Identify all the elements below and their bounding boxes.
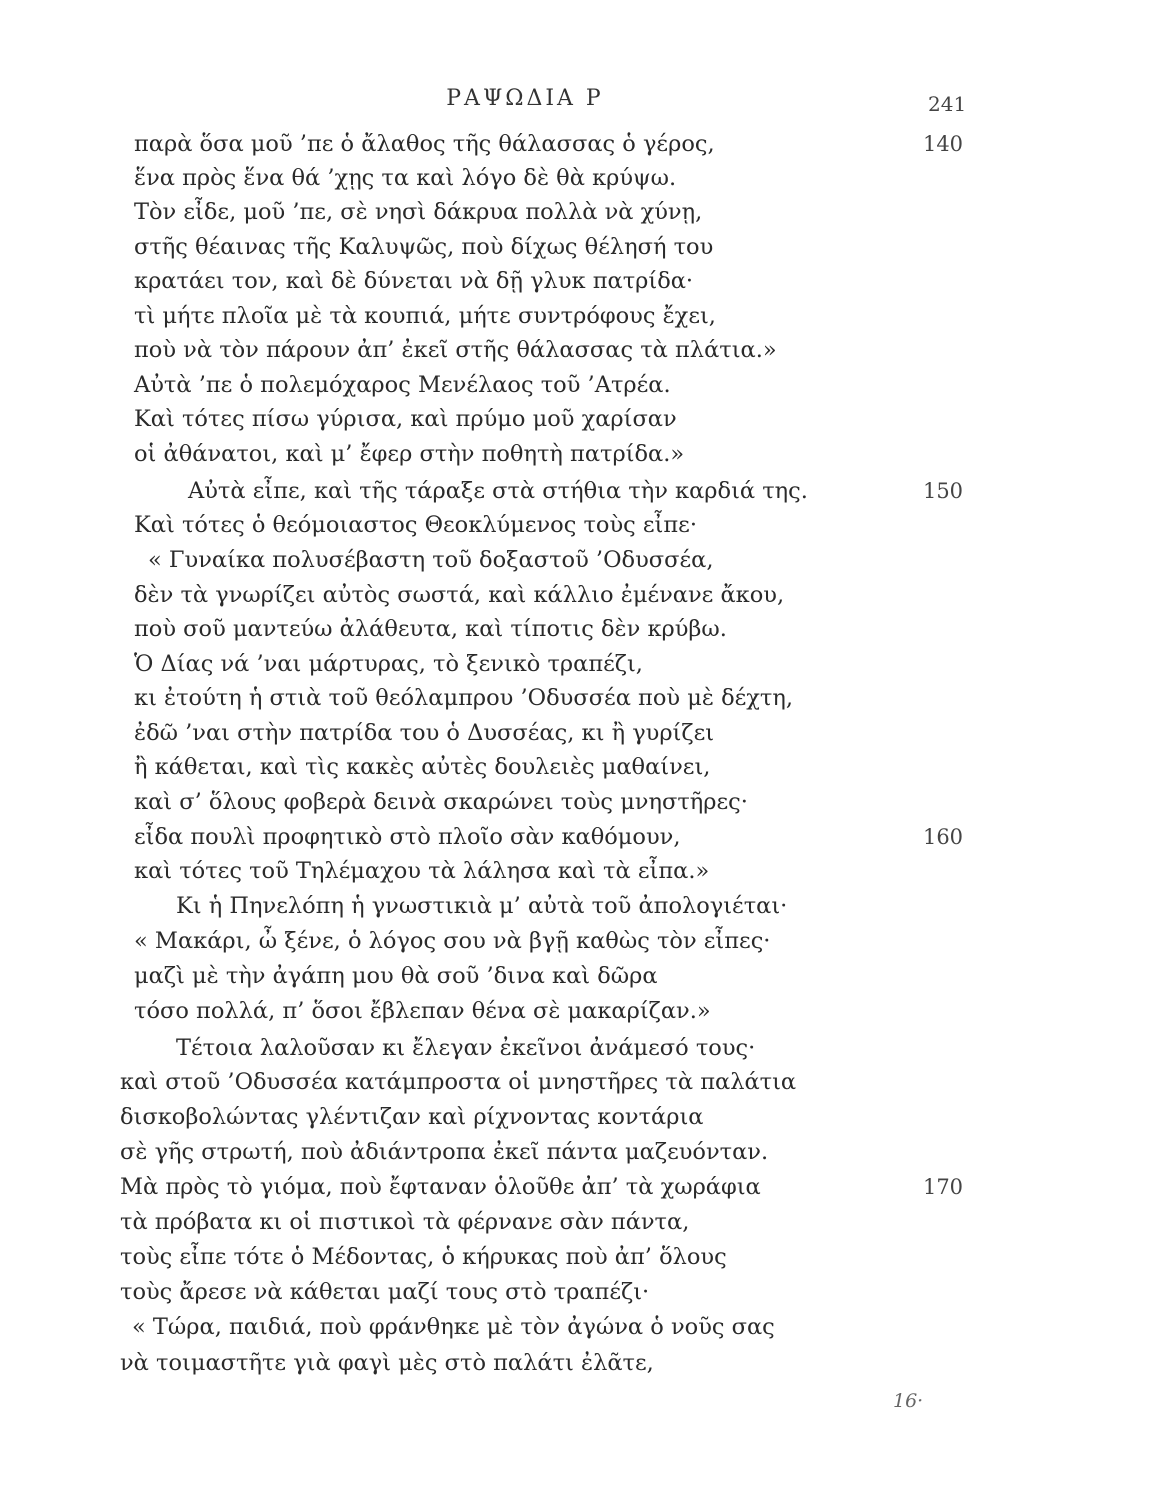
- verse-text: τὶ μήτε πλοῖα μὲ τὰ κουπιά, μήτε συντρόφους ἔχει,: [134, 303, 716, 329]
- verse-line: [0, 1205, 1156, 1239]
- verse-text: Κι ἡ Πηνελόπη ἡ γνωστικιὰ μ’ αὐτὰ τοῦ ἀπολογιέται·: [176, 893, 788, 919]
- verse-text: μαζὶ μὲ τὴν ἀγάπη μου θὰ σοῦ ’δινα καὶ δῶρα: [134, 963, 658, 989]
- verse-line: [0, 368, 1156, 402]
- verse-text: οἱ ἀθάνατοι, καὶ μ’ ἔφερ στὴν ποθητὴ πατρίδα.»: [134, 441, 685, 467]
- verse-text: κρατάει τον, καὶ δὲ δύνεται νὰ δῇ γλυκ πατρίδα·: [134, 268, 694, 294]
- verse-text: εἶδα πουλὶ προφητικὸ στὸ πλοῖο σὰν καθόμουν,: [134, 824, 681, 850]
- verse-text: Αὐτὰ εἶπε, καὶ τῆς τάραξε στὰ στήθια τὴν καρδιά της.: [188, 478, 808, 504]
- verse-text: Αὐτὰ ’πε ὁ πολεμόχαρος Μενέλαος τοῦ ’Ατρέα.: [134, 372, 671, 398]
- line-number: 160: [922, 825, 964, 849]
- verse-line: [0, 333, 1156, 367]
- verse-line: [0, 1031, 1156, 1065]
- verse-text: ἕνα πρὸς ἕνα θά ’χῃς τα καὶ λόγο δὲ θὰ κρύψω.: [134, 165, 677, 191]
- verse-line: [0, 474, 1156, 508]
- verse-text: ἢ κάθεται, καὶ τὶς κακὲς αὐτὲς δουλειὲς μαθαίνει,: [134, 754, 711, 780]
- verse-text: καὶ τότες τοῦ Τηλέμαχου τὰ λάλησα καὶ τὰ εἶπα.»: [134, 858, 710, 884]
- verse-line: [0, 785, 1156, 819]
- verse-line: [0, 161, 1156, 195]
- verse-line: [0, 1065, 1156, 1099]
- verse-line: [0, 924, 1156, 958]
- verse-line: [0, 1346, 1156, 1380]
- verse-line: [0, 612, 1156, 646]
- verse-text: σὲ γῆς στρωτή, ποὺ ἀδιάντροπα ἐκεῖ πάντα μαζευόνταν.: [120, 1139, 769, 1165]
- verse-text: ἐδῶ ’ναι στὴν πατρίδα του ὁ Δυσσέας, κι ἢ γυρίζει: [134, 720, 715, 746]
- verse-text: ποὺ νὰ τὸν πάρουν ἀπ’ ἐκεῖ στῆς θάλασσας τὰ πλάτια.»: [134, 337, 777, 363]
- verse-line: [0, 1135, 1156, 1169]
- verse-line: [0, 1100, 1156, 1134]
- verse-text: Τέτοια λαλοῦσαν κι ἔλεγαν ἐκεῖνοι ἀνάμεσό τους·: [176, 1035, 756, 1061]
- verse-line: [0, 820, 1156, 854]
- verse-line: [0, 681, 1156, 715]
- verse-line: [0, 647, 1156, 681]
- verse-line: [0, 402, 1156, 436]
- verse-line: [0, 889, 1156, 923]
- line-number: 140: [922, 132, 964, 156]
- verse-text: « Μακάρι, ὦ ξένε, ὁ λόγος σου νὰ βγῇ καθὼς τὸν εἶπες·: [134, 928, 771, 954]
- page-number: 241: [928, 92, 967, 116]
- verse-text: ποὺ σοῦ μαντεύω ἀλάθευτα, καὶ τίποτις δὲν κρύβω.: [134, 616, 727, 642]
- verse-line: [0, 127, 1156, 161]
- verse-line: [0, 437, 1156, 471]
- page-title: ΡΑΨΩΔΙΑ Ρ: [446, 86, 604, 111]
- line-number: 150: [922, 479, 964, 503]
- verse-line: [0, 994, 1156, 1028]
- verse-line: [0, 959, 1156, 993]
- verse-text: δὲν τὰ γνωρίζει αὐτὸς σωστά, καὶ κάλλιο ἐμένανε ἄκου,: [134, 582, 785, 608]
- verse-line: [0, 854, 1156, 888]
- verse-text: κι ἐτούτη ἡ στιὰ τοῦ θεόλαμπρου ’Οδυσσέα ποὺ μὲ δέχτη,: [134, 685, 793, 711]
- verse-text: στῆς θέαινας τῆς Καλυψῶς, ποὺ δίχως θέλησή του: [134, 234, 714, 260]
- verse-line: [0, 230, 1156, 264]
- verse-line: [0, 1240, 1156, 1274]
- verse-line: [0, 264, 1156, 298]
- verse-text: τὰ πρόβατα κι οἱ πιστικοὶ τὰ φέρνανε σὰν πάντα,: [120, 1209, 690, 1235]
- line-number: 170: [922, 1175, 964, 1199]
- verse-text: Ὁ Δίας νά ’ναι μάρτυρας, τὸ ξενικὸ τραπέζι,: [134, 651, 643, 677]
- verse-text: Καὶ τότες πίσω γύρισα, καὶ πρύμο μοῦ χαρίσαν: [134, 406, 677, 432]
- verse-line: [0, 1275, 1156, 1309]
- verse-text: τόσο πολλά, π’ ὅσοι ἔβλεπαν θένα σὲ μακαρίζαν.»: [134, 998, 711, 1024]
- verse-text: τοὺς ἄρεσε νὰ κάθεται μαζί τους στὸ τραπέζι·: [120, 1279, 650, 1305]
- verse-text: νὰ τοιμαστῆτε γιὰ φαγὶ μὲς στὸ παλάτι ἐλᾶτε,: [120, 1350, 654, 1376]
- signature-mark: 16·: [893, 1390, 924, 1412]
- verse-line: [0, 508, 1156, 542]
- verse-text: Καὶ τότες ὁ θεόμοιαστος Θεοκλύμενος τοὺς εἶπε·: [134, 512, 697, 538]
- verse-text: « Γυναίκα πολυσέβαστη τοῦ δοξαστοῦ ’Οδυσσέα,: [148, 547, 714, 573]
- verse-line: [0, 1310, 1156, 1344]
- verse-line: [0, 716, 1156, 750]
- verse-text: Τὸν εἶδε, μοῦ ’πε, σὲ νησὶ δάκρυα πολλὰ νὰ χύνῃ,: [134, 199, 703, 225]
- verse-line: [0, 299, 1156, 333]
- verse-line: [0, 750, 1156, 784]
- verse-text: καὶ σ’ ὅλους φοβερὰ δεινὰ σκαρώνει τοὺς μνηστῆρες·: [134, 789, 748, 815]
- verse-line: [0, 543, 1156, 577]
- verse-line: [0, 1170, 1156, 1204]
- verse-line: [0, 195, 1156, 229]
- verse-text: καὶ στοῦ ’Οδυσσέα κατάμπροστα οἱ μνηστῆρες τὰ παλάτια: [120, 1069, 797, 1095]
- verse-line: [0, 578, 1156, 612]
- verse-text: τοὺς εἶπε τότε ὁ Μέδοντας, ὁ κήρυκας ποὺ ἀπ’ ὅλους: [120, 1244, 727, 1270]
- verse-text: παρὰ ὅσα μοῦ ’πε ὁ ἄλαθος τῆς θάλασσας ὁ γέρος,: [134, 131, 715, 157]
- verse-text: Μὰ πρὸς τὸ γιόμα, ποὺ ἔφταναν ὁλοῦθε ἀπ’ τὰ χωράφια: [120, 1174, 761, 1200]
- verse-text: « Τώρα, παιδιά, ποὺ φράνθηκε μὲ τὸν ἀγώνα ὁ νοῦς σας: [132, 1314, 775, 1340]
- verse-text: δισκοβολώντας γλέντιζαν καὶ ρίχνοντας κοντάρια: [120, 1104, 704, 1130]
